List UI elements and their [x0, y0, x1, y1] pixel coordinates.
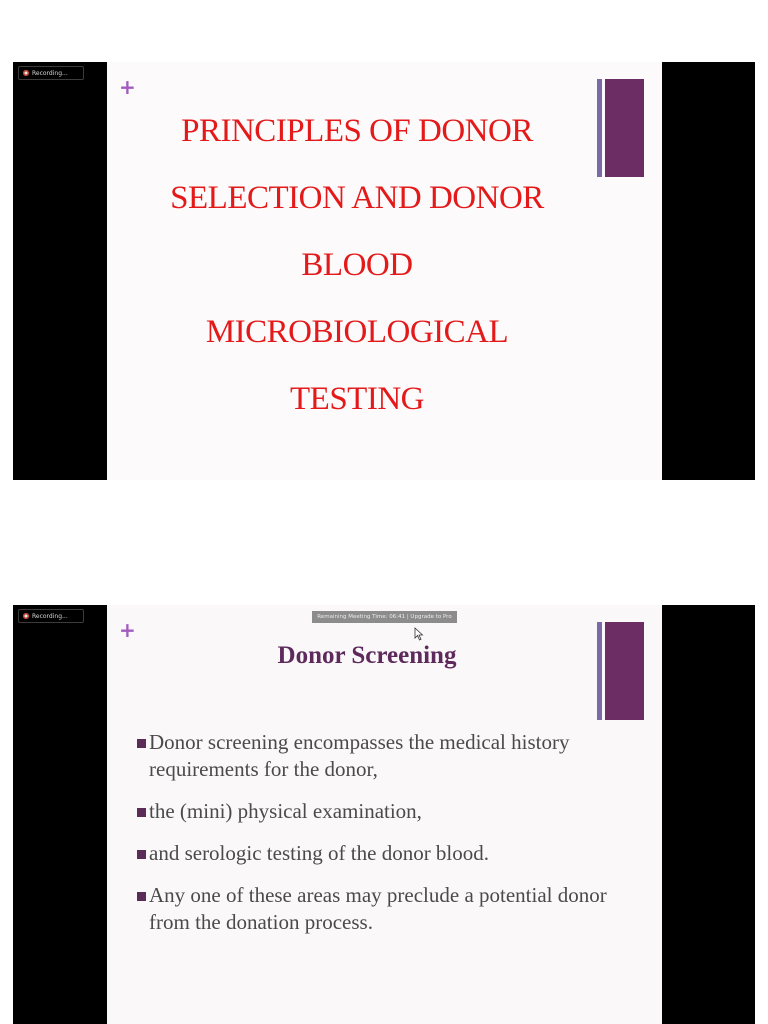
accent-bar	[597, 79, 602, 177]
bullet-list	[137, 729, 607, 951]
record-icon	[23, 613, 29, 619]
bullet-item: Any one of these areas may preclude a potential donor from the donation process.	[137, 882, 607, 936]
slide-2	[107, 605, 662, 1024]
video-frame-2	[13, 605, 755, 1024]
title-line: MICROBIOLOGICAL	[205, 314, 509, 350]
plus-icon: +	[119, 618, 136, 642]
title-line: PRINCIPLES OF DONOR	[181, 113, 533, 149]
video-frame-1	[13, 62, 755, 480]
title-line: BLOOD	[301, 247, 413, 283]
title-line: TESTING	[290, 381, 424, 417]
bullet-item: and serologic testing of the donor blood.	[137, 840, 607, 867]
recording-indicator[interactable]	[18, 66, 84, 80]
record-icon	[23, 70, 29, 76]
accent-bar	[597, 622, 602, 720]
bullet-item: the (mini) physical examination,	[137, 798, 607, 825]
accent-block	[605, 622, 644, 720]
recording-label: Recording...	[32, 612, 68, 620]
recording-indicator[interactable]	[18, 609, 84, 623]
plus-icon: +	[119, 75, 136, 99]
accent-block	[605, 79, 644, 177]
slide-title: Donor Screening	[277, 642, 457, 669]
recording-label: Recording...	[32, 69, 68, 77]
meeting-time-banner[interactable]: Remaining Meeting Time: 06:41 | Upgrade to Pro	[312, 611, 457, 623]
slide-title	[127, 98, 587, 433]
slide-1	[107, 62, 662, 480]
bullet-item: Donor screening encompasses the medical history requirements for the donor,	[137, 729, 607, 783]
title-line: SELECTION AND DONOR	[170, 180, 544, 216]
